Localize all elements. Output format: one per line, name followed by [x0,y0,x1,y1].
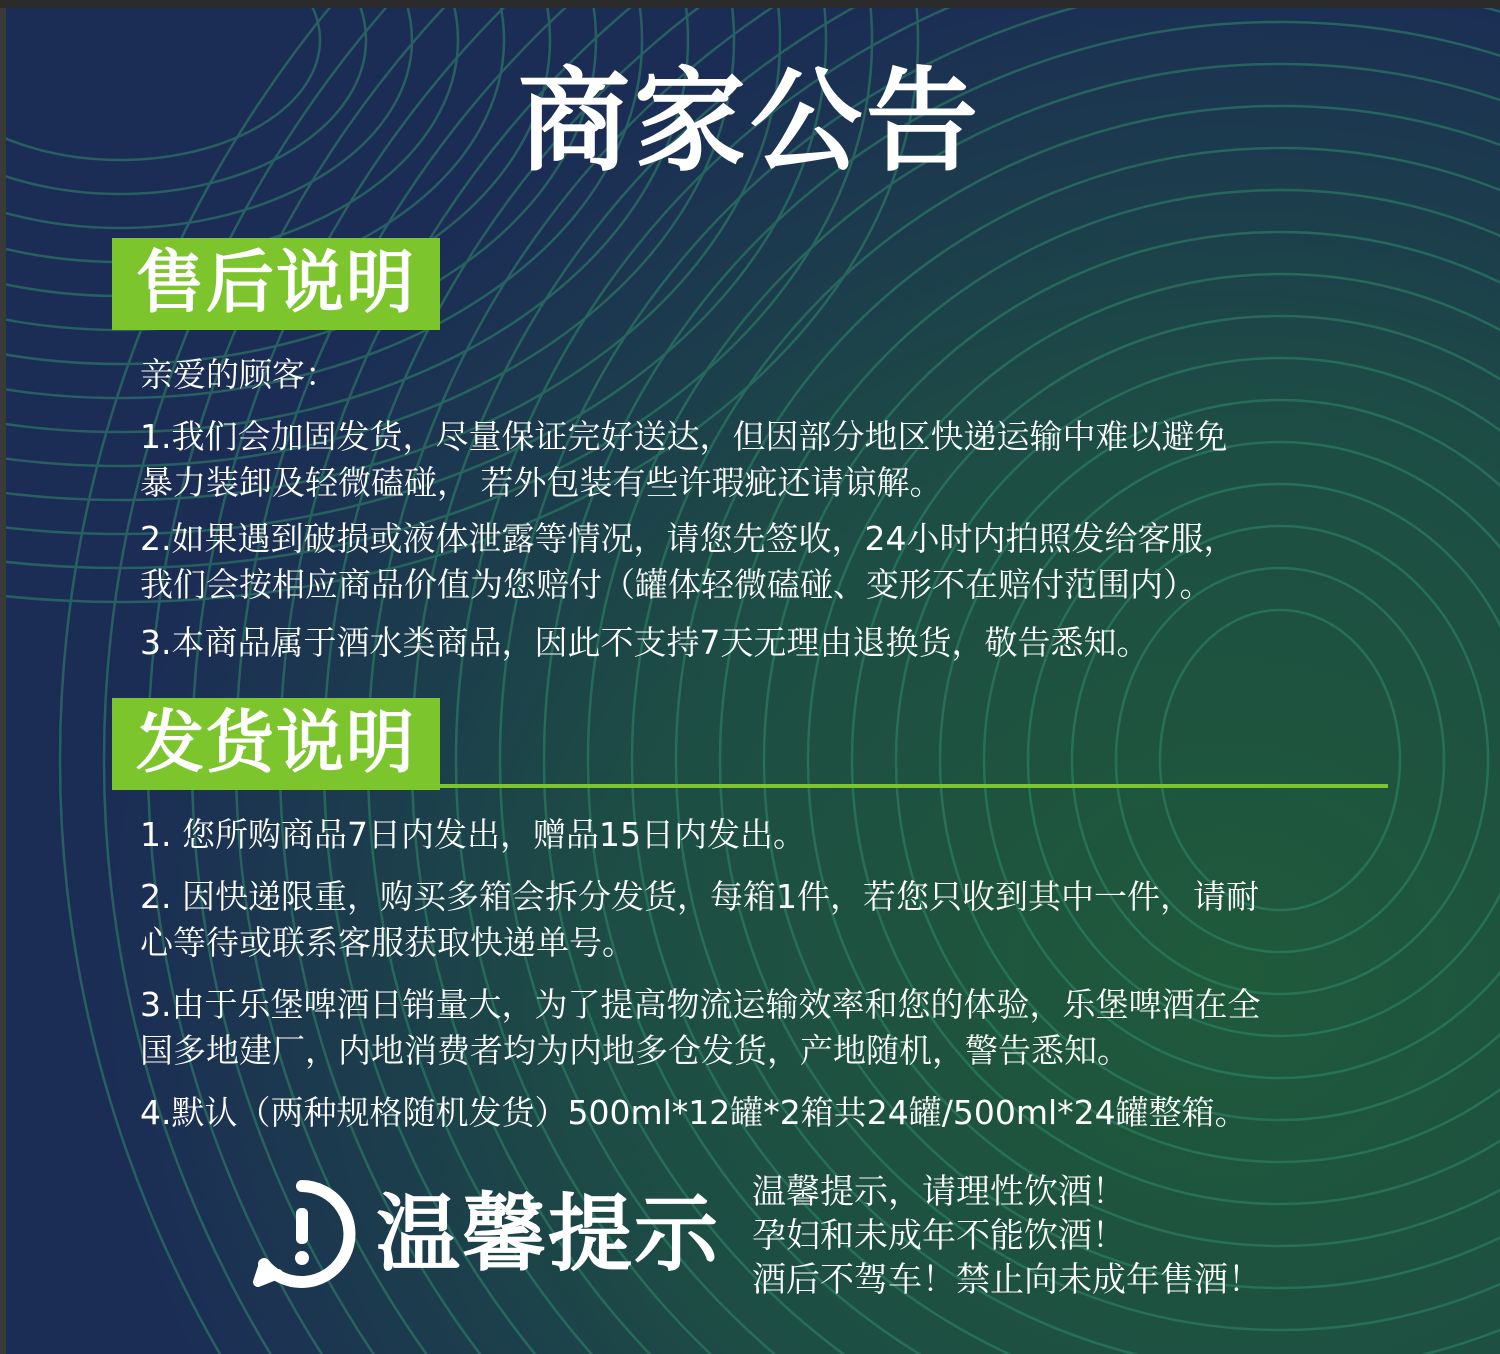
left-edge [0,8,6,1354]
exclamation-circle-icon [246,1178,358,1290]
page-title: 商家公告 [518,57,982,187]
after-sales-item-line: 1.我们会加固发货，尽量保证完好送达，但因部分地区快递运输中难以避免 [140,417,1228,456]
top-edge [0,0,1500,8]
shipping-item [140,874,1430,966]
shipping-item [140,1090,1430,1136]
section-divider [112,784,1388,788]
after-sales-item [140,620,1430,666]
after-sales-item-line: 暴力装卸及轻微磕碰， 若外包装有些许瑕疵还请谅解。 [140,463,943,502]
greeting: 亲爱的顾客： [140,355,338,394]
after-sales-item-line: 2.如果遇到破损或液体泄露等情况，请您先签收，24小时内拍照发给客服， [140,519,1237,558]
shipping-item [140,982,1430,1074]
tip-heading: 温馨提示 [376,1185,721,1283]
after-sales-item-line: 3.本商品属于酒水类商品，因此不支持7天无理由退换货，敬告悉知。 [140,623,1150,662]
shipping-item-line: 心等待或联系客服获取快递单号。 [140,923,635,962]
shipping-heading: 发货说明 [112,698,440,790]
shipping-item-line: 国多地建厂，内地消费者均为内地多仓发货，产地随机，警告悉知。 [140,1031,1130,1070]
shipping-section [140,812,1430,1136]
after-sales-section [140,352,1430,666]
tip-lines [752,1170,1262,1302]
after-sales-item [140,414,1430,506]
shipping-item-line: 2. 因快递限重，购买多箱会拆分发货，每箱1件，若您只收到其中一件，请耐 [140,877,1259,916]
shipping-item [140,812,1430,858]
shipping-item-line: 3.由于乐堡啤酒日销量大，为了提高物流运输效率和您的体验，乐堡啤酒在全 [140,985,1261,1024]
tip-line: 孕妇和未成年不能饮酒！ [752,1216,1126,1256]
tip-line: 温馨提示，请理性饮酒！ [752,1172,1126,1212]
after-sales-heading: 售后说明 [112,238,440,330]
after-sales-item-line: 我们会按相应商品价值为您赔付（罐体轻微磕碰、变形不在赔付范围内）。 [140,565,1213,604]
shipping-item-line: 1. 您所购商品7日内发出，赠品15日内发出。 [140,815,806,854]
after-sales-item [140,516,1430,608]
tip-line: 酒后不驾车！禁止向未成年售酒！ [752,1260,1262,1300]
shipping-item-line: 4.默认（两种规格随机发货）500ml*12罐*2箱共24罐/500ml*24罐整箱。 [140,1093,1248,1132]
